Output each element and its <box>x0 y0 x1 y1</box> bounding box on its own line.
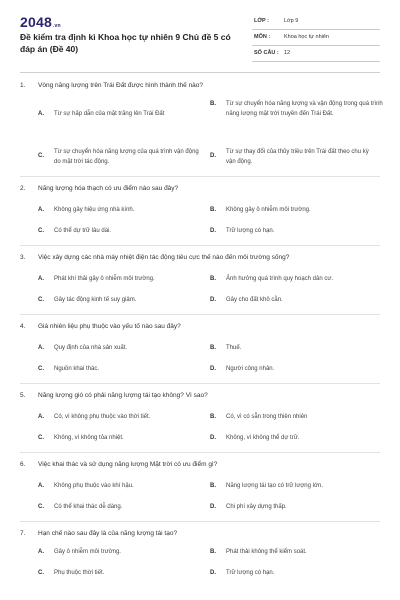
question-separator <box>20 521 380 522</box>
option-text: Chi phí xây dựng thấp. <box>226 504 287 510</box>
option-letter: C. <box>38 366 44 372</box>
option-letter: B. <box>210 549 216 555</box>
option-letter: B. <box>210 101 216 107</box>
question-separator <box>20 452 380 453</box>
question-number: 3. <box>20 254 26 261</box>
question-number: 2. <box>20 185 26 192</box>
option-text: Không gây hiệu ứng nhà kính. <box>54 207 135 213</box>
option-letter: C. <box>38 435 44 441</box>
question-text: Năng lượng gió có phải năng lượng tái tạo không? Vì sao? <box>38 392 208 399</box>
info-row-subject <box>252 30 380 46</box>
option-letter: C. <box>38 297 44 303</box>
option-text: Có, vì có sẵn trong thiên nhiên <box>226 414 308 420</box>
question-text: Việc khai thác và sử dụng năng lượng Mặt trời có ưu điểm gì? <box>38 461 218 468</box>
question-text: Năng lượng hóa thạch có ưu điểm nào sau đây? <box>38 185 179 192</box>
option-text: Năng lượng tái tạo có trữ lượng lớn. <box>226 483 323 489</box>
question-separator <box>20 176 380 177</box>
option-letter: A. <box>38 207 44 213</box>
option-letter: A. <box>38 483 44 489</box>
option-letter: B. <box>210 345 216 351</box>
question-separator <box>20 245 380 246</box>
option-text: Không gây ô nhiễm môi trường. <box>226 207 311 213</box>
option-letter: B. <box>210 207 216 213</box>
option-text: Thuế. <box>226 345 242 351</box>
option-letter: A. <box>38 276 44 282</box>
question-text: Hạn chế nào sau đây là của năng lượng tái tạo? <box>38 530 178 537</box>
option-letter: A. <box>38 345 44 351</box>
question-text: Vòng năng lượng trên Trái Đất được hình thành thế nào? <box>38 82 204 89</box>
option-text: Nguồn khai thác. <box>54 366 100 372</box>
info-label: LỚP : <box>254 18 269 24</box>
option-letter: D. <box>210 366 216 372</box>
option-letter: D. <box>210 297 216 303</box>
question-number: 1. <box>20 82 26 89</box>
question-number: 5. <box>20 392 26 399</box>
option-text: Có, vì không phụ thuộc vào thời tiết. <box>54 414 151 420</box>
question-number: 7. <box>20 530 26 537</box>
option-letter: D. <box>210 570 216 576</box>
info-label: MÔN : <box>254 34 271 40</box>
exam-info-table <box>252 14 380 62</box>
option-text: Quy định của nhà sản xuất. <box>54 345 128 351</box>
option-letter: D. <box>210 228 216 234</box>
option-text: Gây ô nhiễm môi trường. <box>54 549 121 555</box>
option-text: Gây tác động kinh tế suy giảm. <box>54 297 137 303</box>
option-letter: B. <box>210 483 216 489</box>
question-number: 6. <box>20 461 26 468</box>
option-letter: C. <box>38 228 44 234</box>
option-text: Từ sự chuyển hóa năng lượng và vận động trong quá trình năng lượng mặt trời truyền đến Trái Đất. <box>226 101 383 117</box>
option-text: Trữ lượng có hạn. <box>226 570 275 576</box>
info-value: Lớp 9 <box>284 18 299 24</box>
option-letter: A. <box>38 549 44 555</box>
question-text: Giá nhiên liệu phụ thuộc vào yếu tố nào sau đây? <box>38 323 181 330</box>
option-letter: B. <box>210 414 216 420</box>
option-letter: A. <box>38 111 44 117</box>
info-row-question-count <box>252 46 380 62</box>
option-letter: C. <box>38 153 44 159</box>
info-value: 12 <box>284 50 291 56</box>
option-text: Gây cho đất khô cằn. <box>226 297 283 303</box>
question-number: 4. <box>20 323 26 330</box>
exam-header <box>0 0 400 74</box>
option-text: Ảnh hưởng quá trình quy hoạch dân cư. <box>226 276 334 282</box>
option-text: Không phụ thuộc vào khí hậu. <box>54 483 134 489</box>
option-letter: B. <box>210 276 216 282</box>
question-separator <box>20 383 380 384</box>
option-text: Không, vì không tỏa nhiệt. <box>54 435 124 441</box>
site-logo[interactable]: 2048.vn <box>20 14 61 30</box>
option-text: Có thể dự trữ lâu dài. <box>54 228 112 234</box>
header-divider <box>20 72 380 73</box>
question-separator <box>20 314 380 315</box>
option-text: Phát thải không thể kiểm soát. <box>226 549 307 555</box>
option-text: Phát khí thải gây ô nhiễm môi trường. <box>54 276 155 282</box>
option-letter: A. <box>38 414 44 420</box>
option-text: Người công nhân. <box>226 366 275 372</box>
option-text: Trữ lượng có hạn. <box>226 228 275 234</box>
info-label: SỐ CÂU : <box>254 50 279 56</box>
info-row-class <box>252 14 380 30</box>
question-text: Việc xây dựng các nhà máy nhiệt điện tác động tiêu cực thế nào đến môi trường sống? <box>38 254 290 261</box>
option-text: Từ sự chuyển hóa năng lượng của quá trình vận động do mặt trời tác động. <box>54 149 199 165</box>
option-text: Từ sự hấp dẫn của mặt trăng lên Trái Đất <box>54 111 165 117</box>
option-letter: D. <box>210 504 216 510</box>
option-letter: C. <box>38 504 44 510</box>
option-text: Phụ thuộc thời tiết. <box>54 570 105 576</box>
option-letter: D. <box>210 153 216 159</box>
info-value: Khoa học tự nhiên <box>284 34 329 40</box>
exam-title: Đề kiểm tra định kì Khoa học tự nhiên 9 Chủ đề 5 có đáp án (Đề 40) <box>20 32 231 54</box>
option-text: Không, vì không thể dự trữ. <box>226 435 300 441</box>
option-text: Từ sự thay đổi của thủy triều trên Trái đất theo chu kỳ vận động. <box>226 149 369 165</box>
option-letter: D. <box>210 435 216 441</box>
option-letter: C. <box>38 570 44 576</box>
option-text: Có thể khai thác dễ dàng. <box>54 504 123 510</box>
